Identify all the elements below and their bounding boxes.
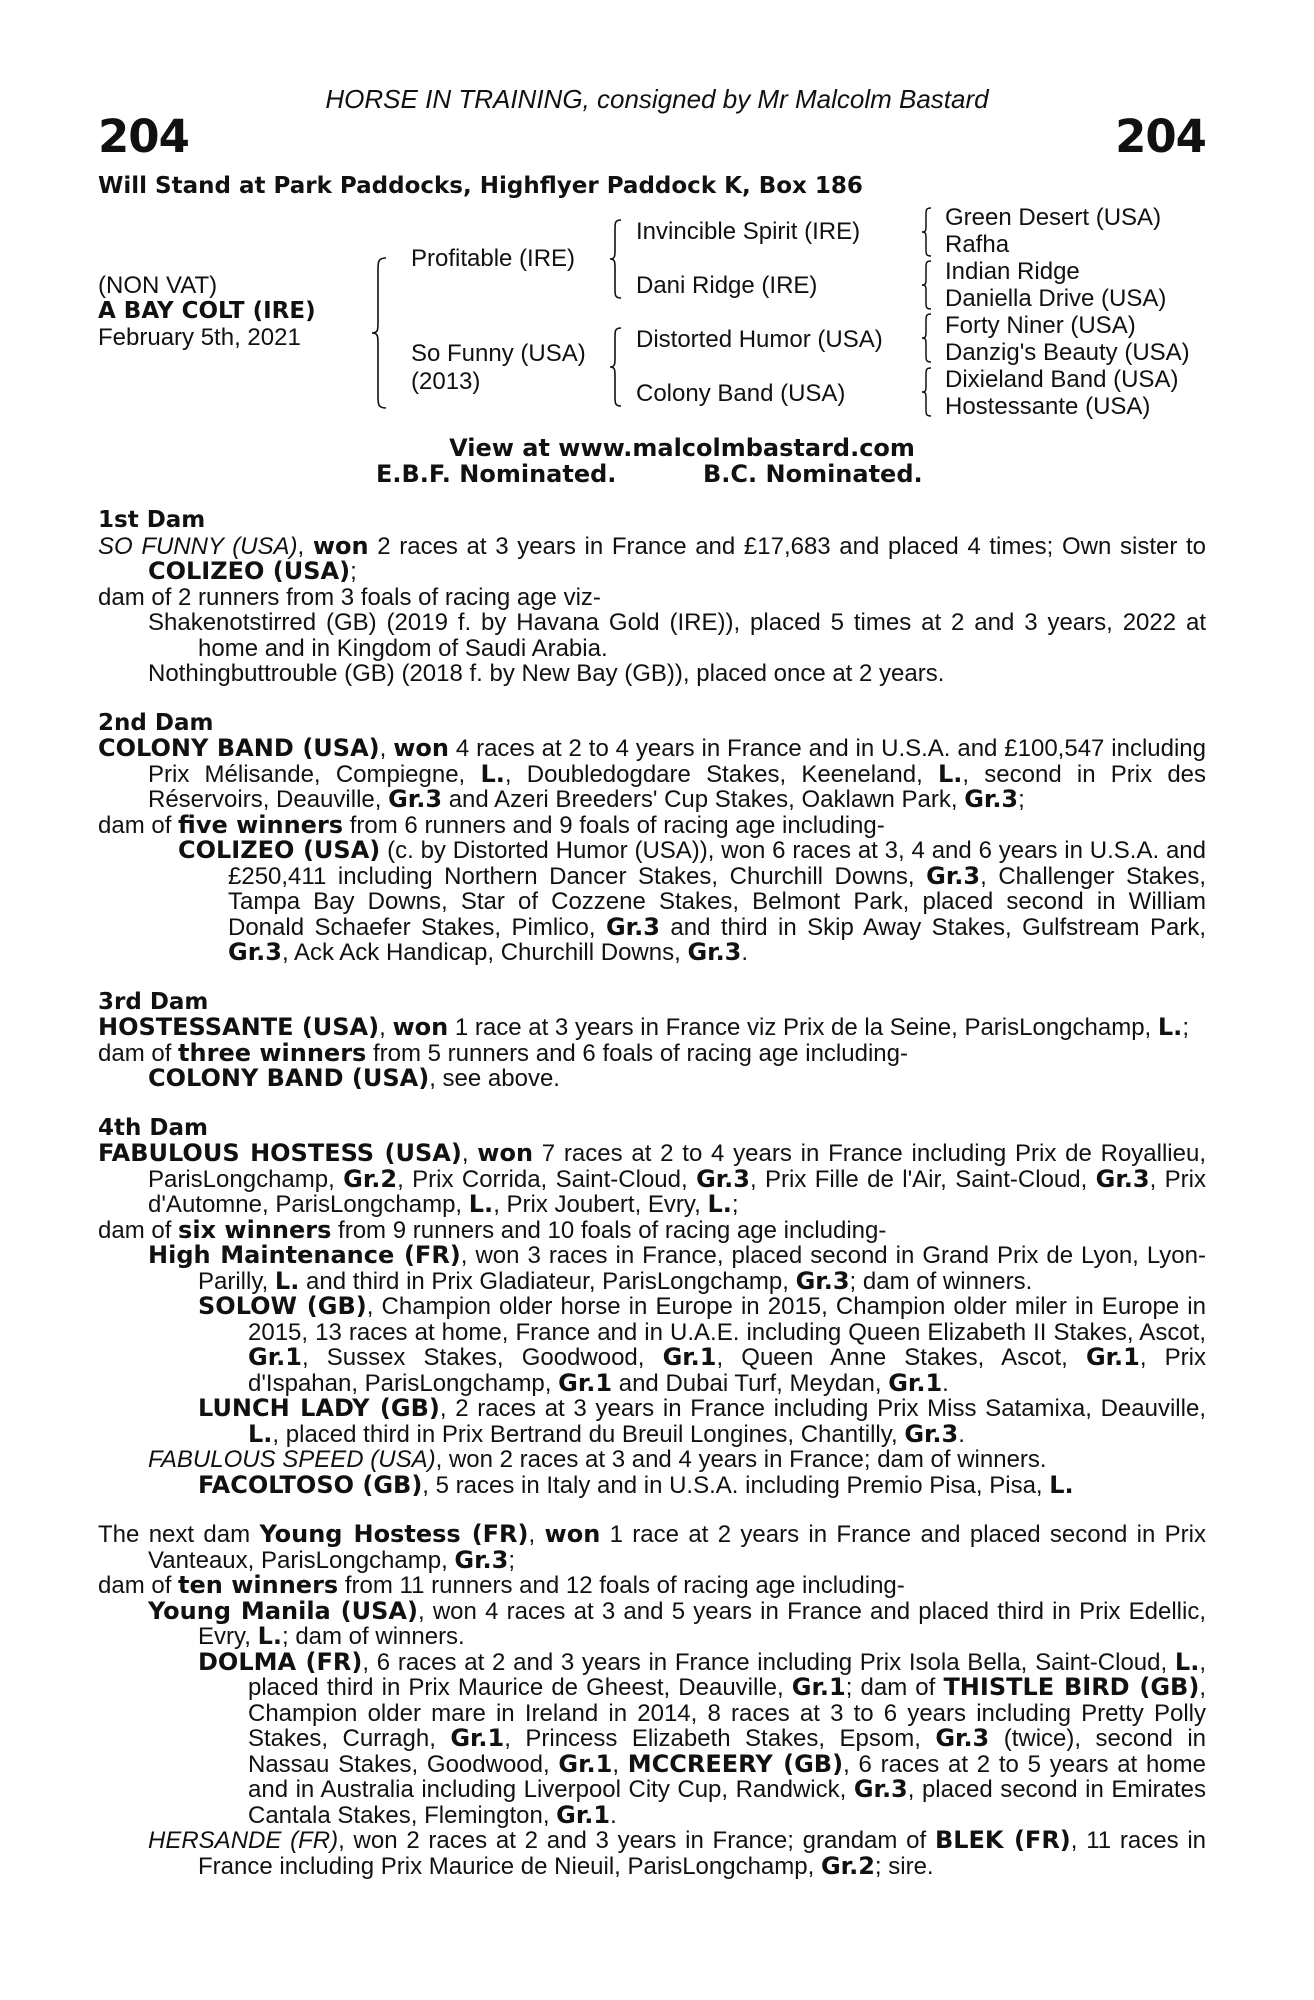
text-run: dam of xyxy=(98,1572,179,1599)
pedigree-g2: Rafha xyxy=(945,231,1010,258)
text-run: , Challenger Stakes, Tampa Bay Downs, Star of Cozzene Stakes, Belmont Park, placed second in William Donald Schaefer Stakes, Pimlico, xyxy=(228,862,1206,941)
text-run: FABULOUS SPEED (USA) xyxy=(148,1446,436,1473)
pedigree-g8: Hostessante (USA) xyxy=(945,393,1151,420)
lot-number-left: 204 xyxy=(98,110,189,163)
text-run: ten winners xyxy=(178,1571,339,1599)
text-run: ; xyxy=(731,1191,739,1218)
text-run: L. xyxy=(248,1419,273,1448)
pedigree-brace-g4 xyxy=(920,366,934,418)
third-dam-produce-summary xyxy=(98,1038,1206,1067)
next-dam-offspring xyxy=(98,1828,1206,1879)
text-run: 4 races at 2 to 4 years in France and in U.S.A. and £100,547 including Prix Mélisande, Compiegne, xyxy=(148,735,1207,788)
text-run: Gr.3 xyxy=(904,1419,959,1448)
second-dam-produce-summary xyxy=(98,810,1206,839)
text-run: won xyxy=(544,1520,601,1548)
text-run: , xyxy=(612,1750,628,1778)
text-run: Gr.3 xyxy=(696,1164,750,1193)
pedigree-brace-dam xyxy=(608,326,624,408)
text-run: Gr.3 xyxy=(687,938,742,966)
next-dam-grand-offspring xyxy=(98,1647,1207,1829)
text-run: ; dam of xyxy=(845,1674,944,1701)
text-run: Young Manila (USA) xyxy=(148,1596,418,1625)
text-run: from 5 runners and 6 foals of racing age including- xyxy=(366,1039,908,1067)
text-run: Gr.1 xyxy=(888,1368,943,1397)
text-run: ; dam of winners. xyxy=(281,1623,465,1650)
text-run: , 11 races in France including Prix Maurice de Nieuil, ParisLongchamp, xyxy=(198,1827,1207,1880)
pedigree-sire: Profitable (IRE) xyxy=(411,245,576,272)
text-run: BLEK (FR) xyxy=(934,1826,1071,1854)
text-run: 1 race at 3 years in France viz Prix de la Seine, ParisLongchamp, xyxy=(448,1014,1158,1041)
text-run: dam of xyxy=(98,1216,179,1244)
text-run: Gr.1 xyxy=(1085,1343,1140,1371)
foaling-date: February 5th, 2021 xyxy=(98,324,301,351)
text-run: Gr.1 xyxy=(558,1749,613,1778)
text-run: , 5 races in Italy and in U.S.A. including Premio Pisa, Pisa, xyxy=(422,1471,1050,1499)
fourth-dam-produce-summary xyxy=(98,1215,1206,1244)
text-run: ; sire. xyxy=(874,1852,934,1880)
text-run: , Prix d'Automne, ParisLongchamp, xyxy=(148,1165,1206,1218)
pedigree-brace-main xyxy=(370,256,390,410)
text-run: from 11 runners and 12 foals of racing age including- xyxy=(338,1572,905,1599)
text-run: , 2 races at 3 years in France including Prix Miss Satamixa, Deauville, xyxy=(439,1395,1206,1422)
text-run: and Dubai Turf, Meydan, xyxy=(612,1369,889,1397)
text-run: , Sussex Stakes, Goodwood, xyxy=(301,1344,663,1371)
pedigree-brace-g1 xyxy=(920,206,934,258)
text-run: L. xyxy=(707,1190,732,1218)
second-dam-record: COLONY BAND (USA), won 4 races at 2 to 4 years in France and in U.S.A. and £100,547 including Prix Mélisande, Compiegne, L., Doubledogdare Stakes, Keeneland, L., second in Prix des Réservoirs, Deauville, Gr.3 and Azeri Breeders' Cup Stakes, Oaklawn Park, Gr.3; xyxy=(98,734,1207,813)
pedigree-brace-g3 xyxy=(920,312,934,364)
third-dam-name: HOSTESSANTE (USA) xyxy=(98,1013,380,1041)
fourth-dam-grand-offspring xyxy=(98,1396,1206,1447)
text-run: , second in Prix des Réservoirs, Deauville, xyxy=(148,760,1207,813)
pedigree-dam-year: (2013) xyxy=(411,368,481,395)
pedigree-g5: Forty Niner (USA) xyxy=(945,312,1136,339)
fourth-dam-name: FABULOUS HOSTESS (USA) xyxy=(98,1139,462,1167)
ebf-nominated: E.B.F. Nominated. xyxy=(376,460,617,488)
text-run: won xyxy=(392,1013,449,1041)
first-dam-foal: Shakenotstirred (GB) (2019 f. by Havana Gold (IRE)), placed 5 times at 2 and 3 years, 2022 at home and in Kingdom of Saudi Arabia. xyxy=(148,609,1206,662)
fourth-dam-record: FABULOUS HOSTESS (USA), won 7 races at 2 to 4 years in France including Prix de Royallieu, ParisLongchamp, Gr.2, Prix Corrida, Saint-Cloud, Gr.3, Prix Fille de l'Air, Saint-Cloud, Gr.3, Prix d'Automne, ParisLongchamp, L., Prix Joubert, Evry, L.; xyxy=(98,1139,1206,1218)
first-dam-name: SO FUNNY (USA) xyxy=(98,532,298,560)
text-run: High Maintenance (FR) xyxy=(148,1241,461,1269)
text-run: dam of xyxy=(98,811,179,839)
pedigree-sire-dam: Dani Ridge (IRE) xyxy=(636,272,818,299)
text-run: won xyxy=(393,734,449,762)
text-run: , xyxy=(528,1521,545,1548)
fourth-dam-grand-offspring xyxy=(98,1470,1206,1499)
vat-status: (NON VAT) xyxy=(98,272,218,299)
pedigree-g7: Dixieland Band (USA) xyxy=(945,366,1179,393)
text-run: (c. by Distorted Humor (USA)), won 6 races at 3, 4 and 6 years in U.S.A. and £250,411 including Northern Dancer Stakes, Churchill Downs, xyxy=(228,837,1207,890)
text-run: Gr.1 xyxy=(556,1800,611,1829)
pedigree-g3: Indian Ridge xyxy=(945,258,1080,285)
text-run: Gr.3 xyxy=(935,1724,990,1752)
pedigree-g6: Danzig's Beauty (USA) xyxy=(945,339,1190,366)
text-run: , Ack Ack Handicap, Churchill Downs, xyxy=(281,939,688,966)
next-dam-name: Young Hostess (FR) xyxy=(259,1520,529,1548)
text-run: MCCREERY (GB) xyxy=(627,1749,844,1778)
text-run: and third in Prix Gladiateur, ParisLongchamp, xyxy=(299,1267,796,1295)
text-run: , placed third in Prix Bertrand du Breuil Longines, Chantilly, xyxy=(272,1420,905,1448)
text-run: (twice), second in Nassau Stakes, Goodwood, xyxy=(248,1725,1207,1778)
text-run: , Doubledogdare Stakes, Keeneland, xyxy=(504,760,938,788)
text-run: , Champion older mare in Ireland in 2014, 8 races at 3 to 6 years including Pretty Polly Stakes, Curragh, xyxy=(248,1674,1206,1752)
text-run: dam of xyxy=(98,1039,179,1067)
text-run: ; xyxy=(1182,1014,1189,1041)
next-dam-offspring xyxy=(98,1596,1206,1650)
text-run: . xyxy=(610,1801,617,1829)
horse-name: A BAY COLT (IRE) xyxy=(98,298,316,324)
pedigree-dam-sire: Distorted Humor (USA) xyxy=(636,326,883,353)
text-run: 7 races at 2 to 4 years in France including Prix de Royallieu, ParisLongchamp, xyxy=(148,1140,1206,1193)
text-run: Gr.3 xyxy=(964,785,1019,813)
third-dam-record: HOSTESSANTE (USA), won 1 race at 3 years in France viz Prix de la Seine, ParisLongchamp, L.; xyxy=(98,1013,1189,1041)
text-run: Gr.3 xyxy=(853,1775,908,1803)
second-dam-heading: 2nd Dam xyxy=(98,709,214,736)
pedigree-brace-sire xyxy=(608,218,624,300)
second-dam-name: COLONY BAND (USA) xyxy=(98,734,380,762)
fourth-dam-heading: 4th Dam xyxy=(98,1114,208,1141)
text-run: , Queen Anne Stakes, Ascot, xyxy=(716,1344,1086,1371)
text-run: , 6 races at 2 and 3 years in France including Prix Isola Bella, Saint-Cloud, xyxy=(362,1648,1175,1676)
text-run: Gr.1 xyxy=(558,1368,613,1397)
text-run: ; xyxy=(350,558,357,585)
text-run: Gr.3 xyxy=(605,912,660,941)
text-run: , Prix Joubert, Evry, xyxy=(493,1191,708,1218)
text-run: , placed second in Emirates Cantala Stakes, Flemington, xyxy=(248,1776,1207,1829)
text-run: Gr.2 xyxy=(343,1164,398,1193)
pedigree-sire-sire: Invincible Spirit (IRE) xyxy=(636,218,861,245)
second-dam-offspring xyxy=(98,838,1206,966)
text-run: HERSANDE (FR) xyxy=(148,1827,339,1854)
view-website: View at www.malcolmbastard.com xyxy=(449,434,915,462)
text-run: , won 2 races at 2 and 3 years in France; grandam of xyxy=(338,1827,935,1854)
pedigree-dam: So Funny (USA) xyxy=(411,340,586,367)
pedigree-g4: Daniella Drive (USA) xyxy=(945,285,1167,312)
text-run: three winners xyxy=(178,1038,367,1067)
first-dam-heading: 1st Dam xyxy=(98,507,206,533)
text-run: Gr.3 xyxy=(228,938,282,966)
text-run: , Princess Elizabeth Stakes, Epsom, xyxy=(504,1725,936,1752)
text-run: 1 race at 2 years in France and placed second in Prix Vanteaux, ParisLongchamp, xyxy=(148,1521,1206,1574)
text-run: L. xyxy=(937,759,963,788)
text-run: L. xyxy=(1174,1647,1200,1676)
lot-number-right: 204 xyxy=(1115,110,1206,163)
first-dam-produce-summary: dam of 2 runners from 3 foals of racing age viz- xyxy=(98,583,601,611)
text-run: L. xyxy=(1157,1013,1183,1041)
text-run: , Prix Corrida, Saint-Cloud, xyxy=(397,1165,697,1193)
text-run: FACOLTOSO (GB) xyxy=(198,1470,423,1499)
text-run: L. xyxy=(468,1190,494,1218)
text-run: . xyxy=(942,1369,949,1397)
next-dam-produce-summary xyxy=(98,1573,1206,1599)
text-run: 2 races at 3 years in France and £17,683 and placed 4 times; Own sister to xyxy=(368,532,1206,560)
third-dam-offspring xyxy=(98,1066,1206,1092)
text-run: , won 3 races in France, placed second in Grand Prix de Lyon, Lyon-Parilly, xyxy=(198,1242,1206,1295)
fourth-dam-offspring xyxy=(98,1447,1206,1473)
text-run: , Prix d'Ispahan, ParisLongchamp, xyxy=(248,1344,1206,1397)
catalogue-subtitle: HORSE IN TRAINING, consigned by Mr Malcolm Bastard xyxy=(325,84,989,114)
text-run: COLIZEO (USA) xyxy=(178,836,381,864)
pedigree-g1: Green Desert (USA) xyxy=(945,204,1162,231)
text-run: L. xyxy=(1049,1470,1074,1499)
text-run: and Azeri Breeders' Cup Stakes, Oaklawn Park, xyxy=(442,786,965,813)
text-run: , Prix Fille de l'Air, Saint-Cloud, xyxy=(750,1165,1096,1193)
text-run: from 6 runners and 9 foals of racing age including- xyxy=(343,811,885,839)
text-run: Gr.3 xyxy=(1095,1164,1150,1193)
text-run: , see above. xyxy=(429,1065,560,1092)
text-run: LUNCH LADY (GB) xyxy=(198,1394,440,1422)
text-run: ; xyxy=(1018,786,1025,813)
first-dam-record: SO FUNNY (USA), won 2 races at 3 years in France and £17,683 and placed 4 times; Own sister to COLIZEO (USA); xyxy=(98,531,1206,585)
text-run: Gr.3 xyxy=(795,1266,850,1295)
text-run: from 9 runners and 10 foals of racing age including- xyxy=(331,1216,887,1244)
text-run: Gr.3 xyxy=(926,861,981,890)
text-run: ; xyxy=(508,1546,516,1574)
fourth-dam-offspring xyxy=(98,1243,1206,1294)
next-dam-record xyxy=(98,1522,1206,1573)
pedigree-brace-g2 xyxy=(920,259,934,311)
text-run: COLIZEO (USA) xyxy=(148,557,351,585)
text-run: won xyxy=(312,531,369,560)
text-run: , placed third in Prix Maurice de Gheest, Deauville, xyxy=(248,1648,1206,1701)
text-run: Gr.1 xyxy=(662,1343,717,1371)
text-run: Gr.2 xyxy=(820,1851,875,1880)
text-run: ; dam of winners. xyxy=(849,1267,1033,1295)
text-run: Gr.3 xyxy=(388,785,443,813)
text-run: L. xyxy=(480,759,505,788)
third-dam-heading: 3rd Dam xyxy=(98,988,209,1015)
fourth-dam-grand-offspring xyxy=(98,1294,1206,1396)
text-run: , Champion older horse in Europe in 2015, Champion older miler in Europe in 2015, 13 races at home, France and in U.A.E. including Queen Elizabeth II Stakes, Ascot, xyxy=(248,1293,1206,1346)
text-run: , won 2 races at 3 and 4 years in France; dam of winners. xyxy=(435,1446,1047,1473)
stand-location: Will Stand at Park Paddocks, Highflyer Paddock K, Box 186 xyxy=(98,173,863,199)
text-run: COLONY BAND (USA) xyxy=(148,1064,430,1092)
text-run: five winners xyxy=(178,810,344,839)
text-run: Gr.1 xyxy=(791,1673,846,1701)
text-run: . xyxy=(741,939,749,966)
text-run: six winners xyxy=(178,1215,332,1244)
text-run: Gr.3 xyxy=(454,1545,509,1574)
text-run: The next dam xyxy=(98,1521,260,1548)
text-run: won xyxy=(477,1139,534,1167)
text-run: THISTLE BIRD (GB) xyxy=(943,1673,1200,1701)
text-run: L. xyxy=(257,1622,282,1650)
pedigree-dam-dam: Colony Band (USA) xyxy=(636,380,846,407)
text-run: Gr.1 xyxy=(248,1343,302,1371)
text-run: L. xyxy=(274,1266,300,1295)
text-run: and third in Skip Away Stakes, Gulfstream Park, xyxy=(659,913,1206,941)
bc-nominated: B.C. Nominated. xyxy=(703,460,923,488)
pedigree-notes xyxy=(98,508,1206,1879)
text-run: SOLOW (GB) xyxy=(198,1292,367,1320)
text-run: , 6 races at 2 to 5 years at home and in Australia including Liverpool City Cup, Randwick, xyxy=(248,1750,1206,1803)
text-run: , won 4 races at 3 and 5 years in France and placed third in Prix Edellic, Evry, xyxy=(198,1597,1206,1650)
text-run: . xyxy=(958,1420,965,1448)
text-run: Gr.1 xyxy=(450,1724,505,1752)
first-dam-foal: Nothingbuttrouble (GB) (2018 f. by New Bay (GB)), placed once at 2 years. xyxy=(148,660,945,687)
text-run: DOLMA (FR) xyxy=(198,1647,363,1676)
